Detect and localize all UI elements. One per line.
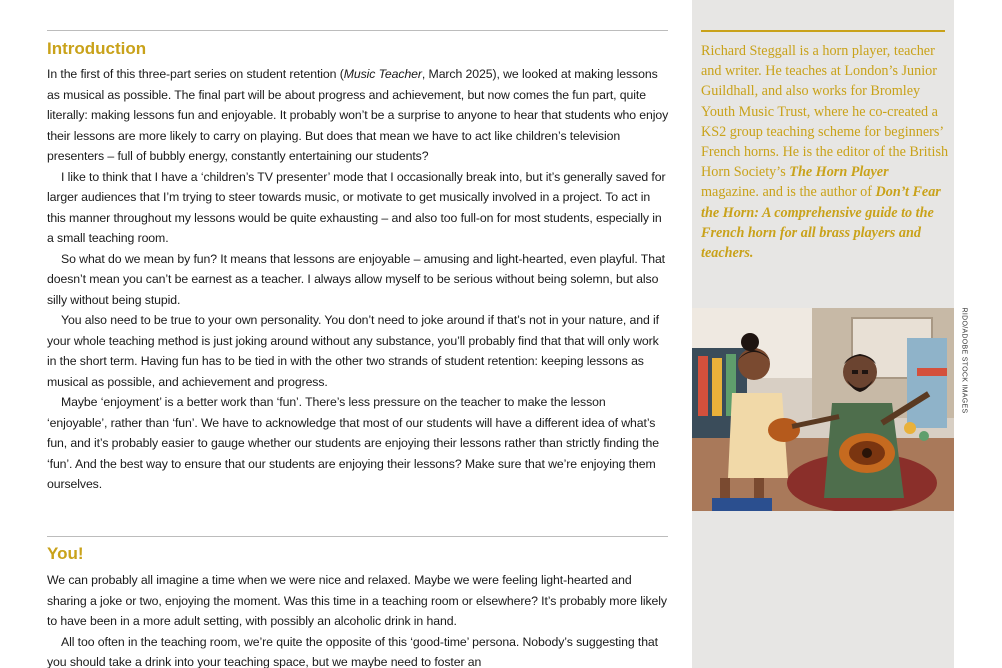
bio-text: magazine. and is the author of: [701, 184, 876, 201]
photo-illustration: [692, 308, 954, 511]
article-main-column: [47, 0, 669, 668]
paragraph: You also need to be true to your own personality. You don’t need to joke around if that’s not in your nature, and if your whole teaching method is just joking around without any substance, you’ll probably find that that will only work in the short term. Having fun has to be tied in with the other two strands of student retention: keeping lessons as musical as possible, and achievement and progress.: [47, 313, 659, 389]
author-sidebar: [692, 0, 954, 668]
paragraph-text: , March 2025), we looked at making lessons as musical as possible. The final part will be about progress and achievement, but now comes the fun part, quite literally: making lessons fun and enjoyable. It probably won’t be a surprise to anyone to hear that students who enjoy their lessons are more likely to carry on playing. But does that mean we have to act like children’s television presenters – full of bubbly energy, constantly entertaining our students?: [47, 67, 669, 163]
book-title: Don’t Fear the Horn: A comprehensive guide to the French horn for all brass players and teachers.: [701, 184, 941, 262]
paragraph: We can probably all imagine a time when we were nice and relaxed. Maybe we were feeling light-hearted and sharing a joke or two, enjoying the moment. Was this time in a teaching room or elsewhere? It’s probably more likely to have been in a more adult setting, with possibly an alcoholic drink in hand.: [47, 573, 667, 628]
photo-credit: [958, 308, 970, 508]
author-bio: [701, 41, 949, 263]
sidebar-divider: [701, 30, 945, 32]
introduction-body: [47, 64, 669, 495]
article-photo: [692, 308, 954, 511]
paragraph-text: In the first of this three-part series on student retention (: [47, 67, 344, 81]
you-body: [47, 570, 669, 668]
bio-text: Richard Steggall is a horn player, teacher and writer. He teaches at London’s Junior Guildhall, and also works for Bromley Youth Music Trust, where he co-created a KS2 group teaching scheme for beginners’ French horns. He is the editor of the British Horn Society’s: [701, 43, 949, 181]
section-heading-you: You!: [47, 544, 84, 563]
section-heading-introduction: Introduction: [47, 39, 147, 58]
section-divider: [47, 536, 668, 537]
photo-credit-text: RIDO/ADOBE STOCK IMAGES: [960, 307, 968, 414]
paragraph: I like to think that I have a ‘children’s TV presenter’ mode that I occasionally break into, but it’s generally saved for larger audiences that I’m trying to steer towards music, or motivate to get musically involved in a project. To act in this manner throughout my lessons would be quite exhausting – and also too full-on for most students, especially in a small teaching room.: [47, 169, 666, 245]
section-divider: [47, 30, 668, 31]
paragraph: [47, 64, 669, 167]
paragraph: So what do we mean by fun? It means that lessons are enjoyable – amusing and light-hearted, even playful. That doesn’t mean you can’t be earnest as a teacher. I always allow myself to be serious without being solemn, but also silly without being stupid.: [47, 251, 665, 307]
paragraph: All too often in the teaching room, we’re quite the opposite of this ‘good-time’ persona. Nobody’s suggesting that you should take a drink into your teaching space, but we maybe need to foster an: [47, 634, 658, 668]
bio-paragraph: [701, 41, 949, 263]
magazine-title: The Horn Player: [789, 164, 889, 181]
publication-title: Music Teacher: [343, 67, 422, 81]
paragraph: Maybe ‘enjoyment’ is a better work than ‘fun’. There’s less pressure on the teacher to make the lesson ‘enjoyable’, rather than ‘fun’. We have to acknowledge that most of our students will have a different idea of what’s fun, and it’s probably easier to gauge whether our students are enjoying their lessons rather than strictly finding the ‘fun’. And the best way to ensure that our students are enjoying their lessons? Make sure that we’re enjoying them ourselves.: [47, 395, 659, 491]
